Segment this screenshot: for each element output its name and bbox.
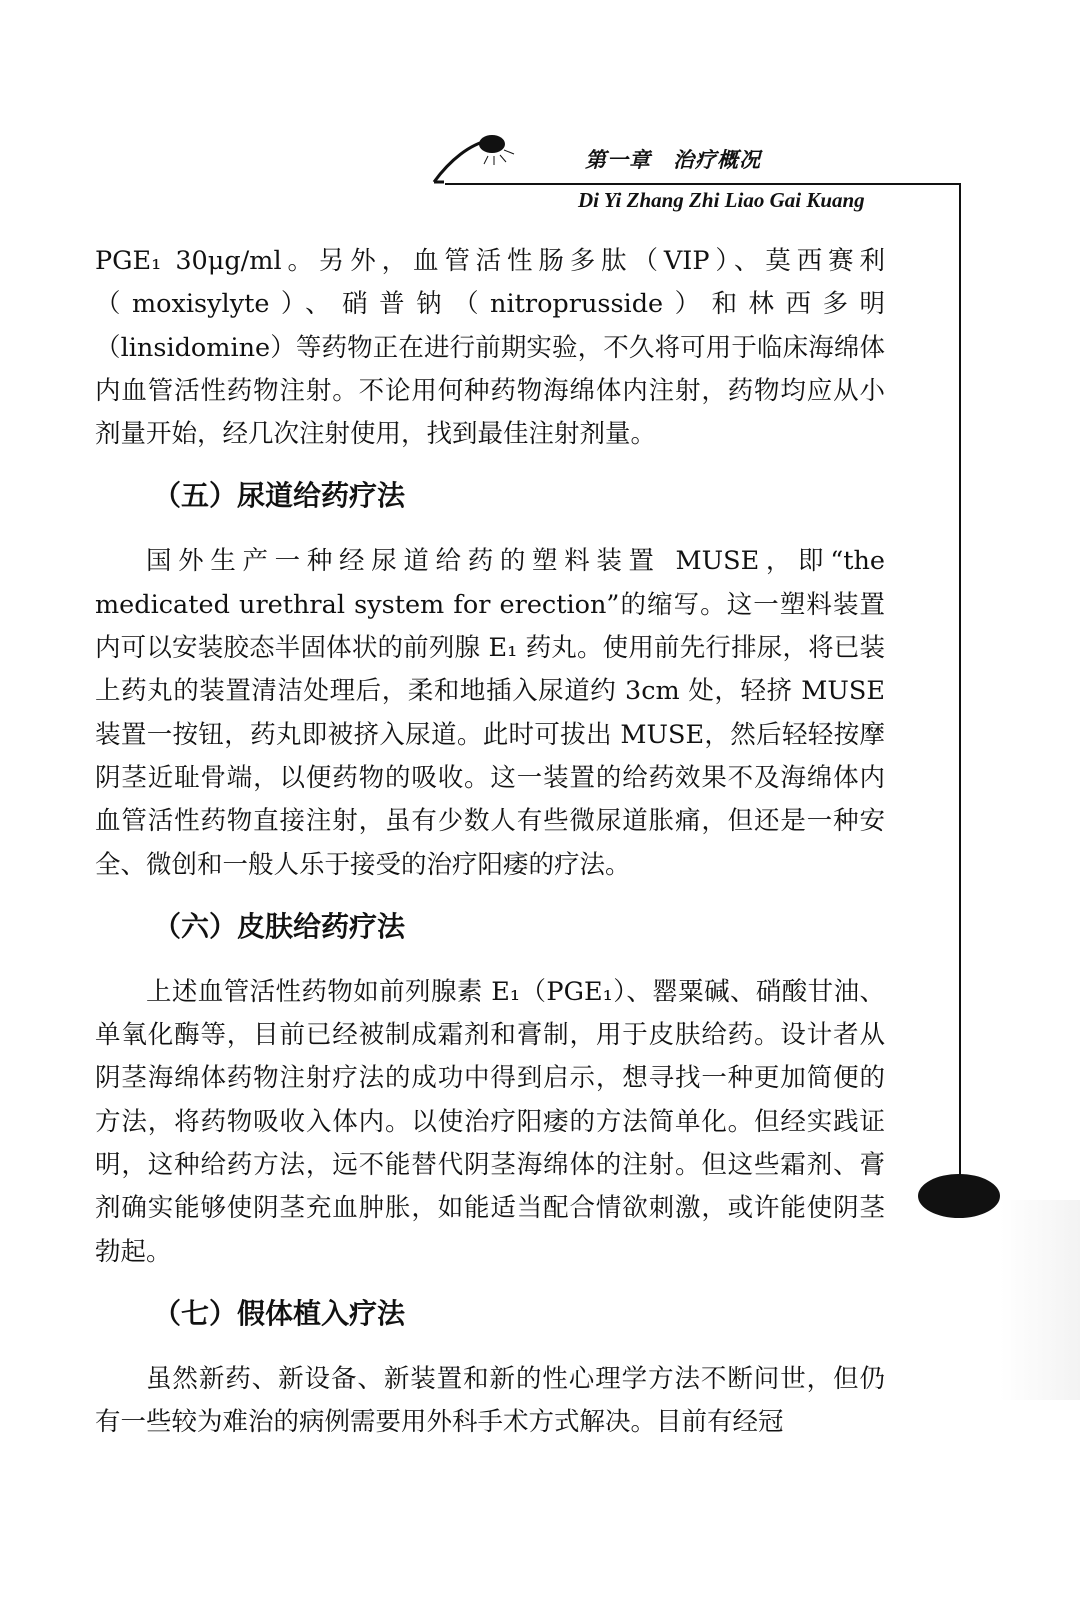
page-body: [95, 240, 885, 1445]
header-rule: [445, 183, 960, 185]
side-rule: [959, 183, 961, 1195]
thumb-tab: [918, 1174, 1000, 1218]
paragraph: 国外生产一种经尿道给药的塑料装置 MUSE，即“the medicated urethral system for erection”的缩写。这一塑料装置内可以安装胶态半固体状的前列腺 E₁ 药丸。使用前先行排尿，将已装上药丸的装置清洁处理后，柔和地插入尿道约 3cm 处，轻挤 MUSE 装置一按钮，药丸即被挤入尿道。此时可拔出 MUSE，然后轻轻按摩阴茎近耻骨端，以便药物的吸收。这一装置的给药效果不及海绵体内血管活性药物直接注射，虽有少数人有些微尿道胀痛，但还是一种安全、微创和一般人乐于接受的治疗阳痿的疗法。: [95, 546, 885, 880]
section-heading: （六）皮肤给药疗法: [153, 909, 406, 943]
section-heading: （五）尿道给药疗法: [153, 479, 406, 513]
lamp-icon: [430, 130, 520, 190]
paragraph: 虽然新药、新设备、新装置和新的性心理学方法不断问世，但仍有一些较为难治的病例需要用外科手术方式解决。目前有经冠: [95, 1363, 885, 1438]
chapter-title: 第一章 治疗概况: [585, 148, 761, 172]
chapter-pinyin: Di Yi Zhang Zhi Liao Gai Kuang: [578, 188, 865, 212]
section-heading: （七）假体植入疗法: [153, 1296, 406, 1330]
page-shadow: [1000, 1200, 1080, 1400]
paragraph: 上述血管活性药物如前列腺素 E₁（PGE₁）、罂粟碱、硝酸甘油、单氧化酶等，目前已经被制成霜剂和膏制，用于皮肤给药。设计者从阴茎海绵体药物注射疗法的成功中得到启示，想寻找一种更加简便的方法，将药物吸收入体内。以使治疗阳痿的方法简单化。但经实践证明，这种给药方法，远不能替代阴茎海绵体的注射。但这些霜剂、膏剂确实能够使阴茎充血肿胀，如能适当配合情欲刺激，或许能使阴茎勃起。: [95, 976, 885, 1267]
paragraph: PGE₁ 30μg/ml。另外，血管活性肠多肽（VIP）、莫西赛利（moxisylyte）、硝普钠（nitroprusside）和林西多明（linsidomine）等药物正在进行前期实验，不久将可用于临床海绵体内血管活性药物注射。不论用何种药物海绵体内注射，药物均应从小剂量开始，经几次注射使用，找到最佳注射剂量。: [95, 246, 885, 450]
